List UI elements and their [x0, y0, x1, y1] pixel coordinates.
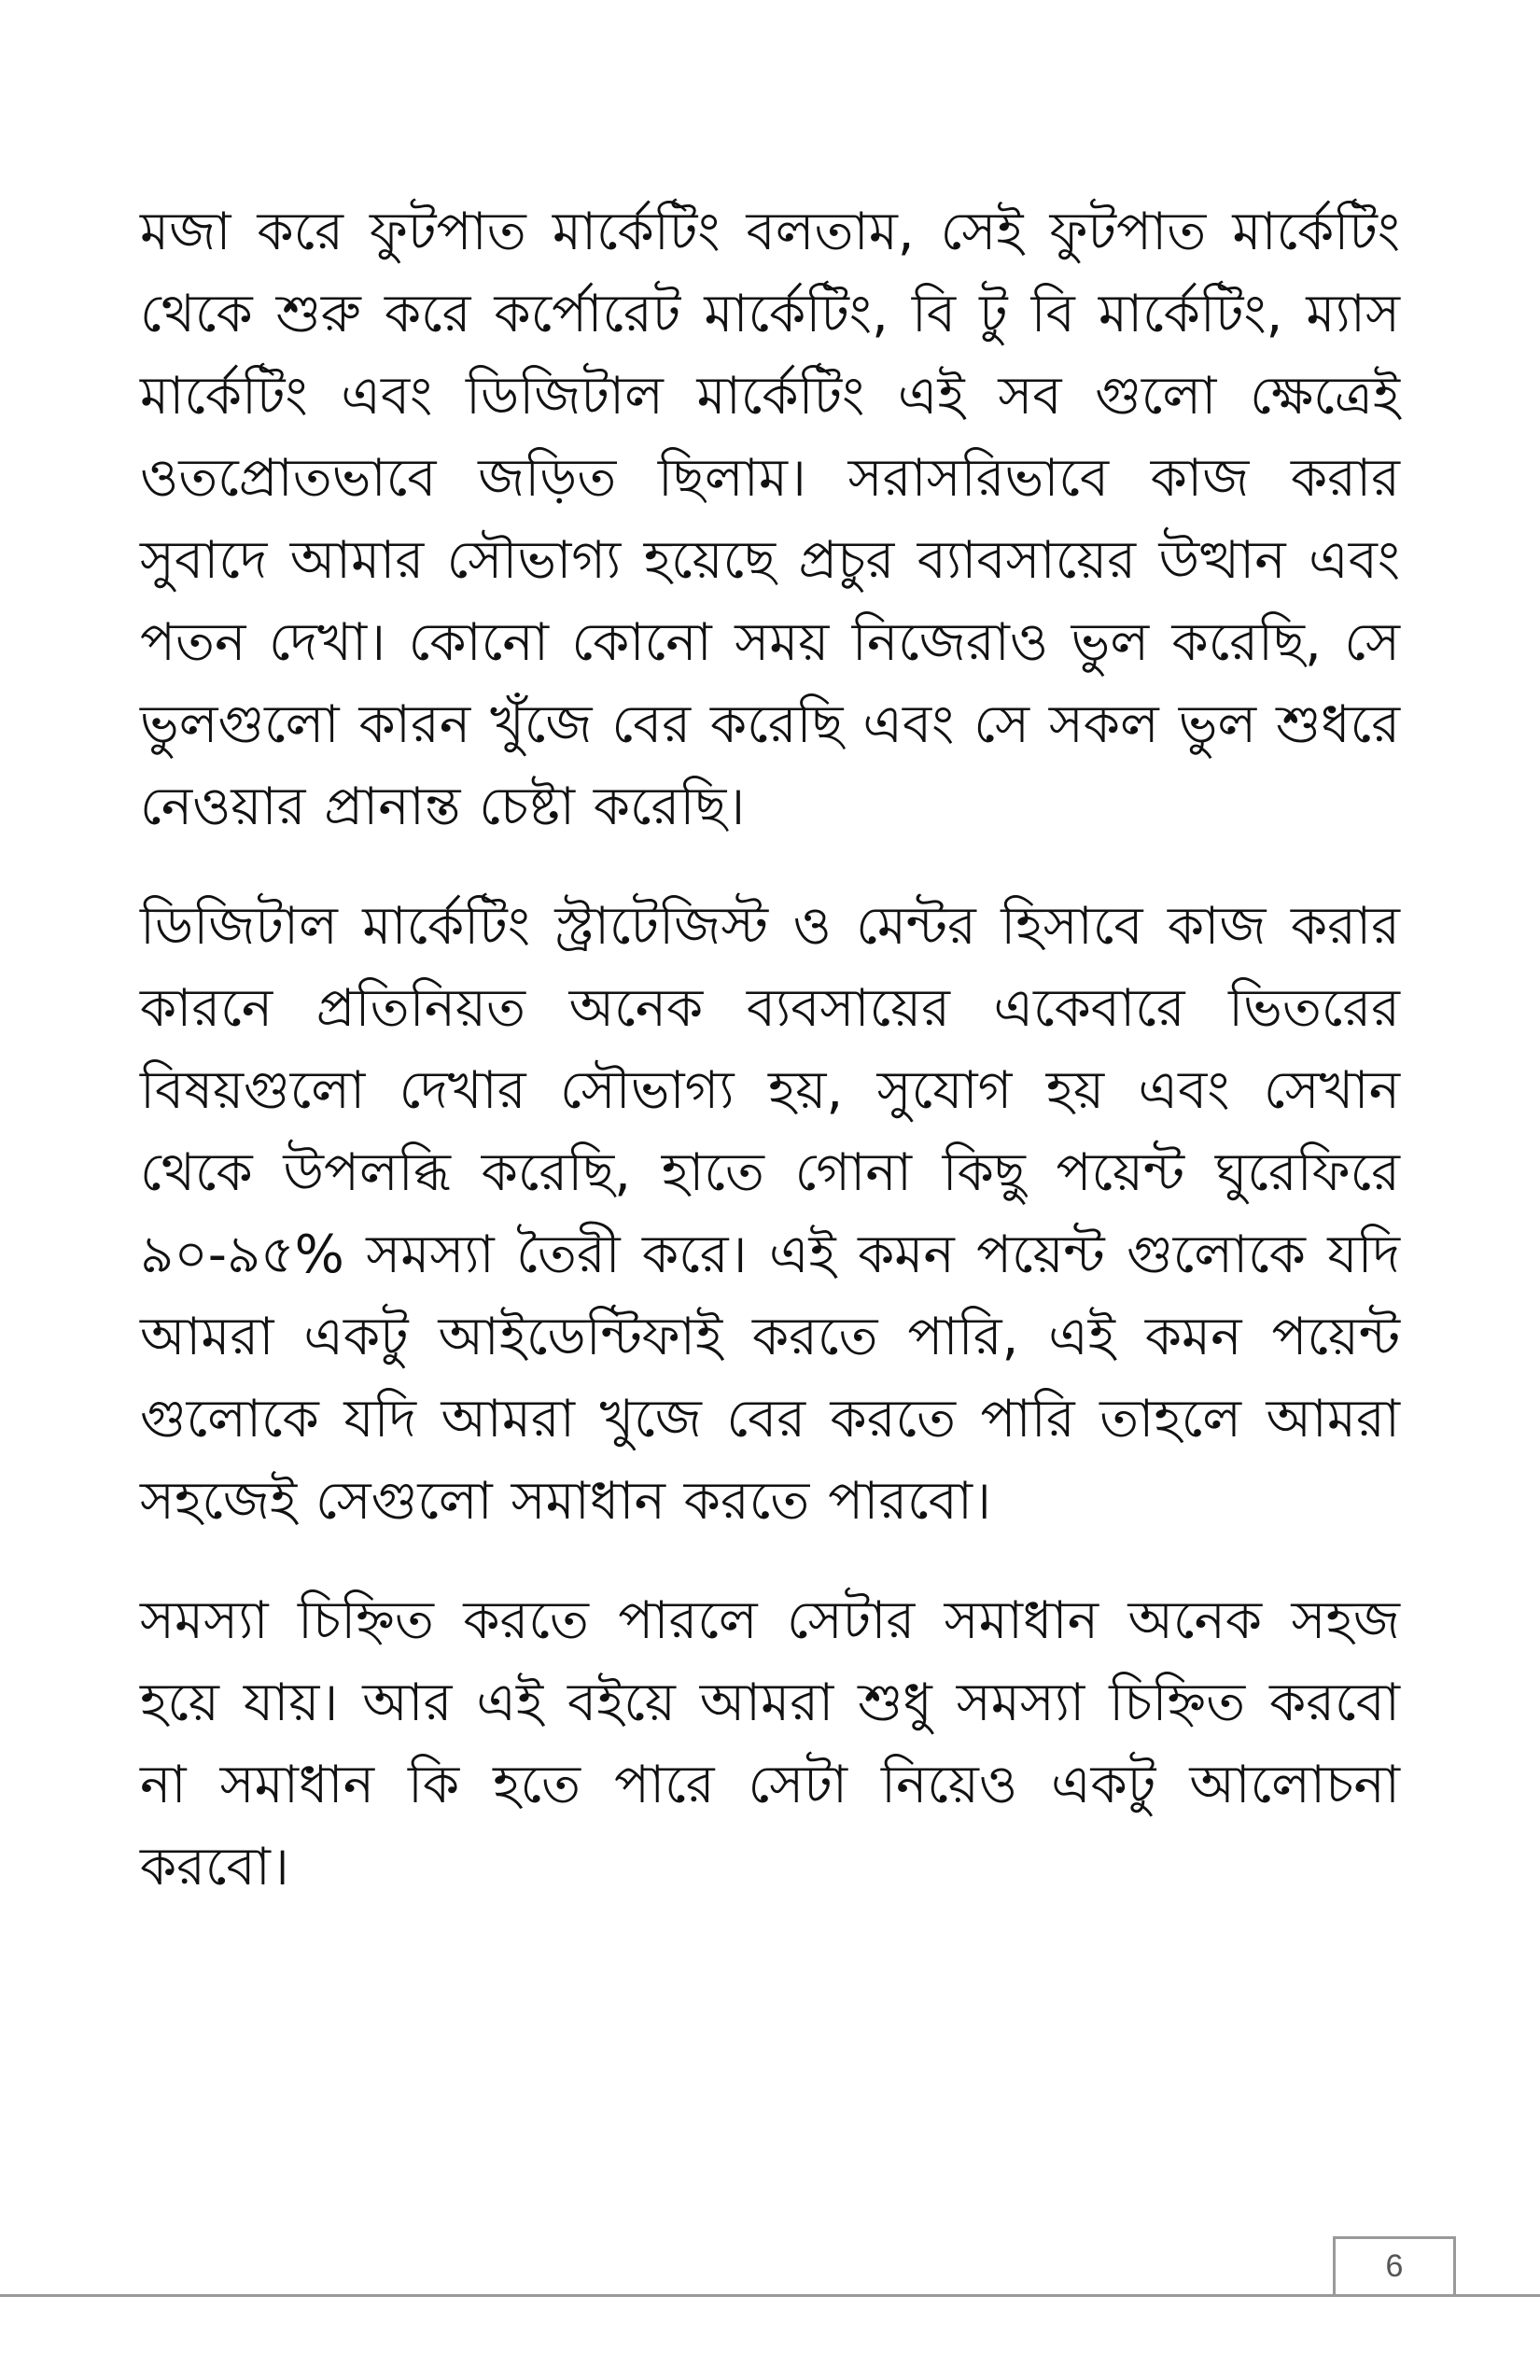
footer-rule	[0, 2294, 1540, 2297]
page-number: 6	[1333, 2236, 1456, 2294]
paragraph-1: মজা করে ফুটপাত মার্কেটিং বলতাম, সেই ফুটপাত মার্কেটিং থেকে শুরু করে কর্পোরেট মার্কেটিং, বি টু বি মার্কেটিং, ম্যাস মার্কেটিং এবং ডিজিটাল মার্কেটিং এই সব গুলো ক্ষেত্রেই ওতপ্রোতভাবে জড়িত ছিলাম। সরাসরিভাবে কাজ করার সুবাদে আমার সৌভাগ্য হয়েছে প্রচুর ব্যাবসায়ের উত্থান এবং পতন দেখা। কোনো কোনো সময় নিজেরাও ভুল করেছি, সে ভুলগুলো কারন খুঁজে বের করেছি এবং সে সকল ভুল শুধরে নেওয়ার প্রানান্ত চেষ্টা করেছি।	[140, 202, 1400, 837]
paragraph-3: সমস্যা চিহ্নিত করতে পারলে সেটার সমাধান অনেক সহজ হয়ে যায়। আর এই বইয়ে আমরা শুধু সমস্যা চিহ্নিত করবো না সমাধান কি হতে পারে সেটা নিয়েও একটু আলোচনা করবো।	[140, 1590, 1400, 1897]
body-text	[140, 191, 1400, 1946]
paragraph-2: ডিজিটাল মার্কেটিং স্ট্রাটেজিস্ট ও মেন্টর হিসাবে কাজ করার কারনে প্রতিনিয়ত অনেক ব্যবসায়ের একেবারে ভিতরের বিষয়গুলো দেখার সৌভাগ্য হয়, সুযোগ হয় এবং সেখান থেকে উপলব্ধি করেছি, হাতে গোনা কিছু পয়েন্ট ঘুরেফিরে ৯০-৯৫% সমস্যা তৈরী করে। এই কমন পয়েন্ট গুলোকে যদি আমরা একটু আইডেন্টিফাই করতে পারি, এই কমন পয়েন্ট গুলোকে যদি আমরা খুজে বের করতে পারি তাহলে আমরা সহজেই সেগুলো সমাধান করতে পারবো।	[140, 896, 1400, 1532]
